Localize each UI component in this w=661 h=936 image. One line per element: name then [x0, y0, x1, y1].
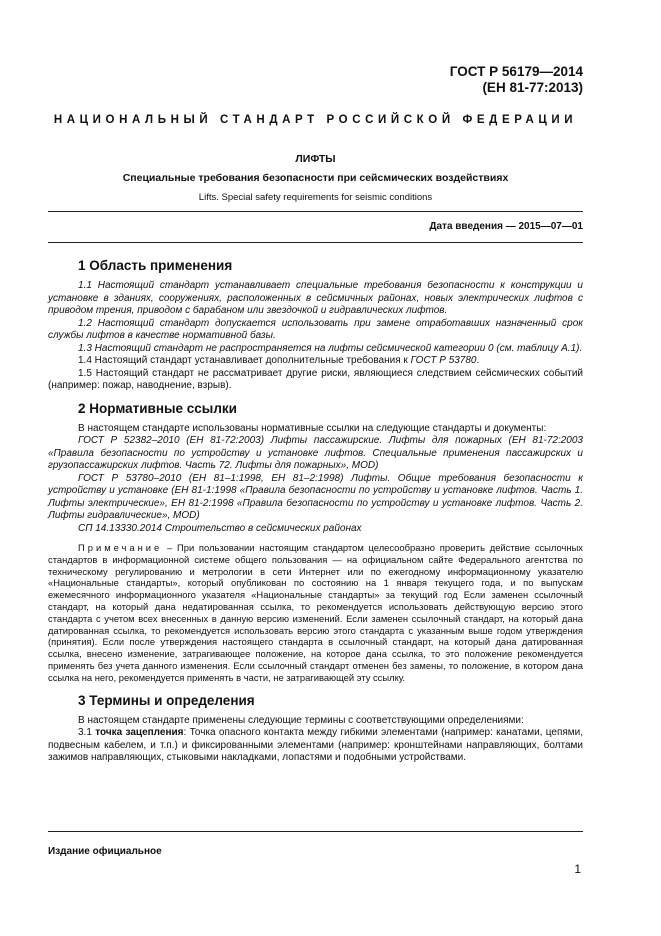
divider-top: [48, 211, 583, 212]
section-terms: [48, 693, 583, 765]
term-number: 3.1: [78, 727, 96, 739]
term-name: точка зацепления: [95, 727, 184, 739]
note-text: – При пользовании настоящим стандартом целесообразно проверить действие ссылочных стандартов в информационной системе общего пользования — на официальном сайте Федерального агентства по техническому регулированию и метрологии в сети Интернет или по ежегодному информационному указателю «Национальные стандарты», который опубликован по состоянию на 1 января текущего года, и по выпускам ежемесячного информационного указателя «Национальные стандарты» за текущий год Если заменен ссылочный стандарт, на который дана недатированная ссылка, то рекомендуется использовать действующую версию этого стандарта с учетом всех внесенных в данную версию изменений. Если заменен ссылочный стандарт, на который дана датированная ссылка, то рекомендуется использовать версию этого стандарта с указанным выше годом утверждения (принятия). Если после утверждения настоящего стандарта в ссылочный стандарт, на который дана датированная ссылка, внесено изменение, затрагивающее положение, на которое дана ссылка, то это положение рекомендуется применять без учета данного изменения. Если ссылочный стандарт отменен без замены, то положение, в котором дана ссылка на него, рекомендуется применять в части, не затрагивающей эту ссылку.: [48, 542, 583, 683]
term-3-1: [48, 727, 583, 765]
note-label: Примечание: [78, 542, 163, 553]
section-normative-references: [48, 401, 583, 684]
section-title: 3 Термины и определения: [78, 692, 255, 708]
section-title: 2 Нормативные ссылки: [78, 400, 237, 416]
standard-reference: ГОСТ Р 53780: [410, 355, 477, 366]
reference-item: СП 14.13330.2014 Строительство в сейсмических районах: [78, 522, 362, 534]
en-standard-number: (ЕН 81-77:2013): [482, 80, 583, 95]
official-edition-label: Издание официальное: [48, 846, 162, 857]
paragraph-1-2: 1.2 Настоящий стандарт допускается использовать при замене отработавших назначенный срок службы лифтов в качестве нормативной базы.: [48, 317, 583, 341]
document-title: ЛИФТЫ: [295, 153, 336, 165]
paragraph-1-1: 1.1 Настоящий стандарт устанавливает специальные требования безопасности к конструкции и установке в зданиях, сооружениях, расположенных в сейсмичных районах, новых электрических лифтов с приводом трения, приводом с барабаном или звездочкой и гидравлических лифтов.: [48, 280, 583, 316]
reference-item: ГОСТ Р 53780–2010 (ЕН 81–1:1998, ЕН 81–2:1998) Лифты. Общие требования безопасности к устройству и установке (ЕН 81-1:1998 «Правила безопасности по устройству и установке лифтов. Часть 1. Лифты электрические», ЕН 81-2:1998 «Правила безопасности по устройству и установке лифтов. Часть 2. Лифты гидравлические», MOD): [48, 472, 583, 521]
references-intro: В настоящем стандарте использованы нормативные ссылки на следующие стандарты и документы:: [78, 422, 547, 434]
section-scope: [48, 258, 583, 393]
standard-identifier: [450, 64, 583, 96]
document-body: [48, 258, 583, 765]
national-standard-heading: НАЦИОНАЛЬНЫЙ СТАНДАРТ РОССИЙСКОЙ ФЕДЕРАЦИИ: [53, 114, 578, 126]
terms-intro: В настоящем стандарте применены следующие термины с соответствующими определениями:: [78, 714, 524, 726]
paragraph-1-4: [48, 355, 583, 368]
divider-middle: [48, 242, 583, 243]
paragraph-text: 1.4 Настоящий стандарт устанавливает дополнительные требования к: [78, 355, 411, 366]
paragraph-1-3: 1.3 Настоящий стандарт не распространяется на лифты сейсмической категории 0 (см. таблицу А.1).: [78, 342, 583, 354]
standard-number: ГОСТ Р 56179—2014: [449, 64, 583, 79]
paragraph-1-5: 1.5 Настоящий стандарт не рассматривает другие риски, являющиеся следствием сейсмических событий (например: пожар, наводнение, взрыв).: [48, 367, 583, 391]
divider-bottom: [48, 831, 583, 832]
document-subtitle: Специальные требования безопасности при сейсмических воздействиях: [122, 172, 509, 184]
reference-item: ГОСТ Р 52382–2010 (ЕН 81-72:2003) Лифты пассажирские. Лифты для пожарных (ЕН 81-72:2003 «Правила безопасности по устройству и установке лифтов. Специальные применения пассажирских и грузопассажирских лифтов. Часть 72. Лифты для пожарных», MOD): [48, 435, 583, 471]
section-title: 1 Область применения: [78, 258, 233, 273]
references-note: [48, 542, 583, 684]
paragraph-end: .: [476, 355, 480, 366]
introduction-date: Дата введения — 2015—07—01: [429, 221, 583, 232]
page-number: 1: [574, 862, 581, 876]
document-english-title: Lifts. Special safety requirements for seismic conditions: [198, 192, 433, 203]
term-definition: : Точка опасного контакта между гибкими элементами (например: канатами, цепями, подвесным кабелем, и т.п.) и фиксированными элементами (например: кронштейнами направляющих, болтами зажимов направляющих, стыковыми накладками, лопастями и подобными устройствами.: [48, 727, 584, 764]
